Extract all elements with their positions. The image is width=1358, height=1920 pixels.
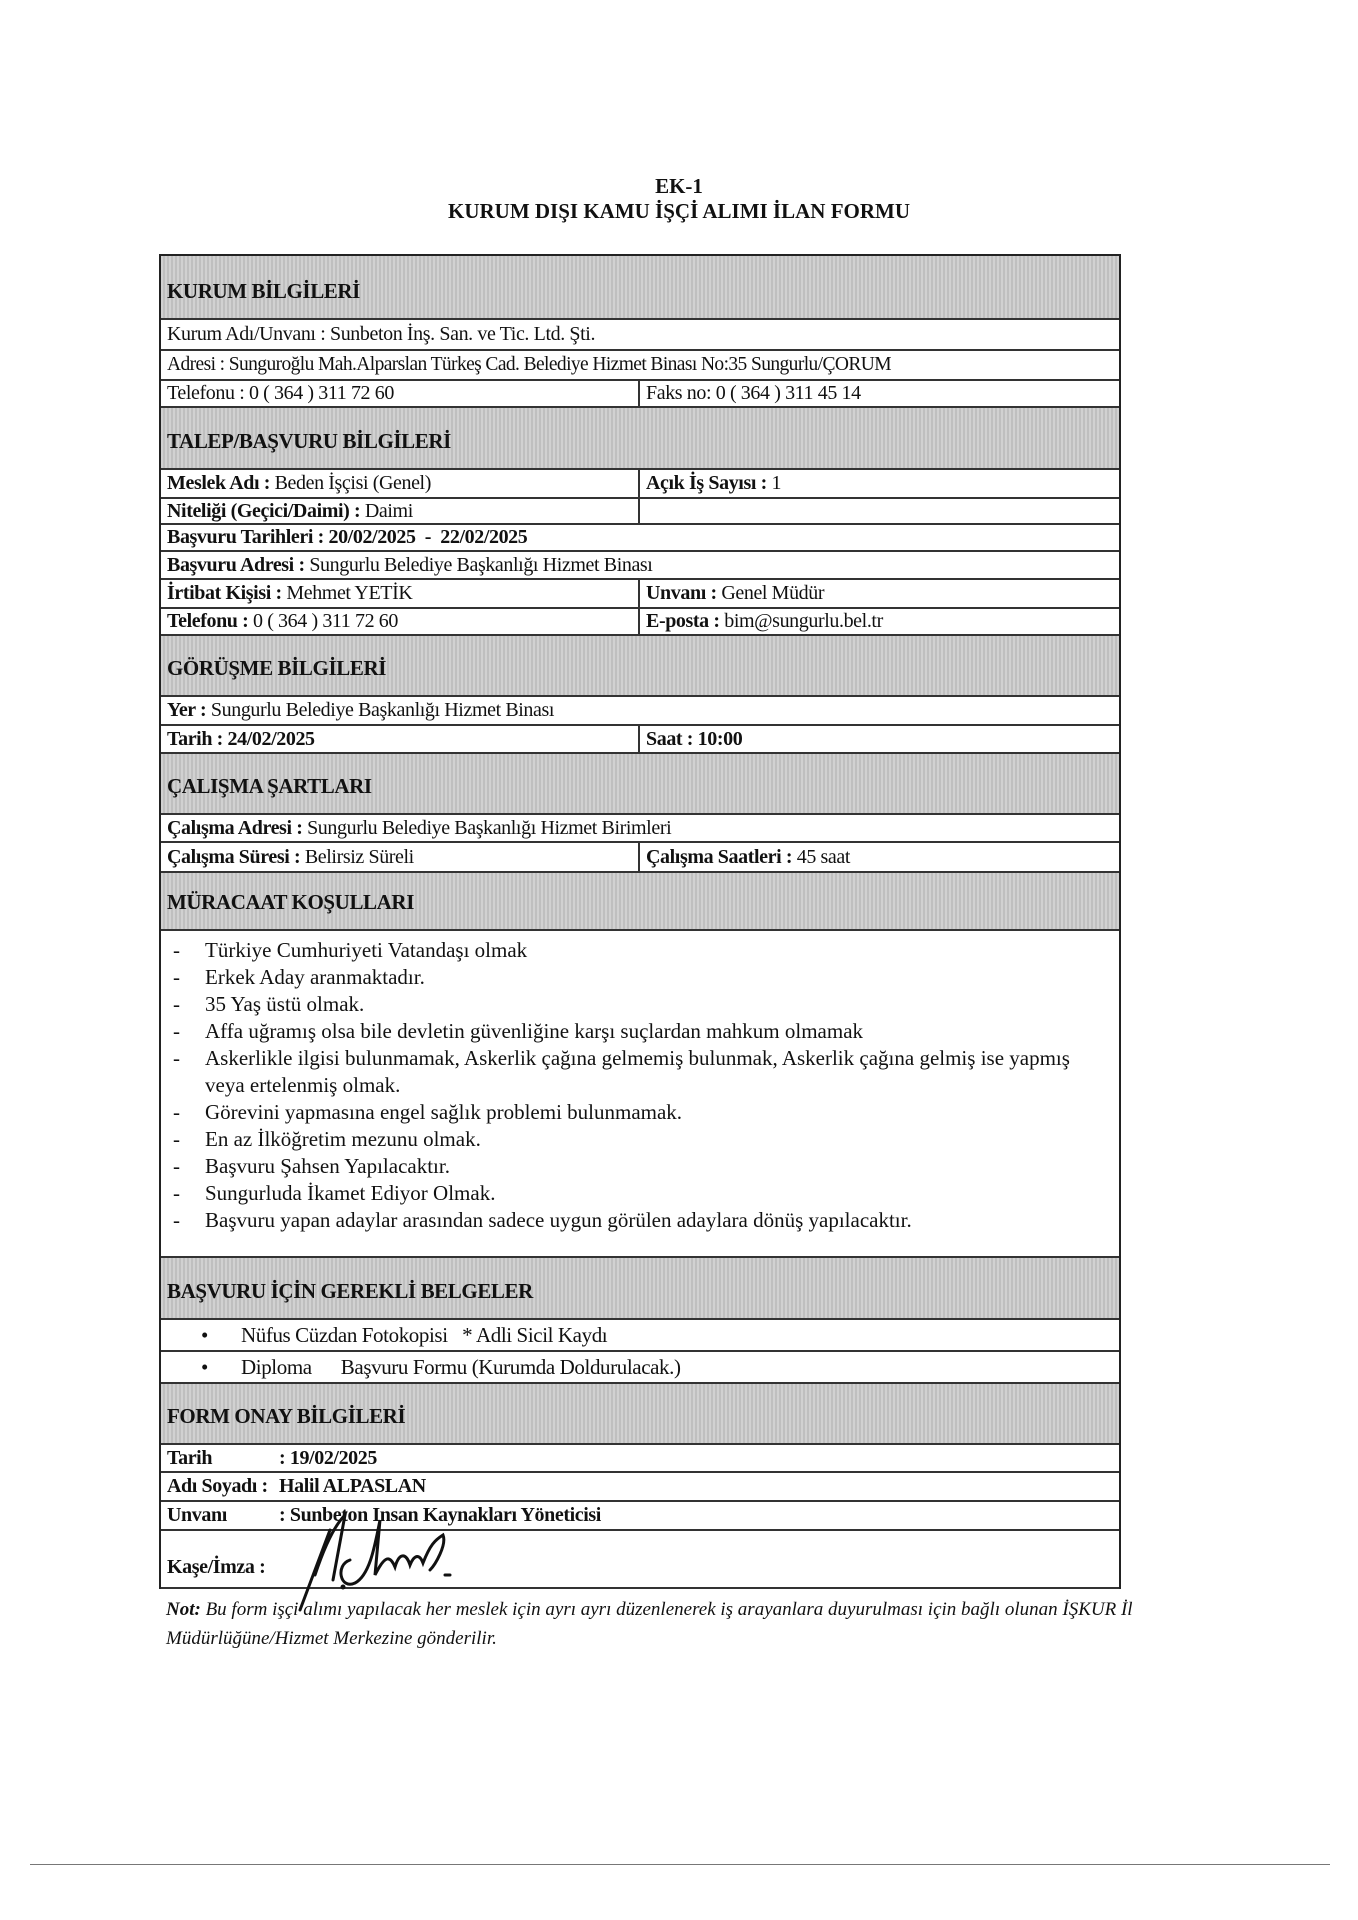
page-divider (30, 1864, 1330, 1865)
approval-date: Tarih : 19/02/2025 (167, 1446, 377, 1469)
list-item: - Sungurluda İkamet Ediyor Olmak. (173, 1181, 496, 1205)
list-item: - Erkek Aday aranmaktadır. (173, 965, 425, 989)
kurum-fax: Faks no: 0 ( 364 ) 311 45 14 (646, 382, 861, 404)
kurum-address: Adresi : Sunguroğlu Mah.Alparslan Türkeş Cad. Belediye Hizmet Binası No:35 Sungurlu/ÇORUM (167, 354, 892, 375)
application-dates: Başvuru Tarihleri : 20/02/2025 - 22/02/2025 (167, 526, 528, 548)
contact-person: İrtibat Kişisi : Mehmet YETİK (161, 580, 640, 607)
section-heading: MÜRACAAT KOŞULLARI (167, 890, 414, 914)
requirements-list (161, 931, 1119, 1258)
occupation: Meslek Adı : Beden İşçisi (Genel) (161, 470, 640, 497)
annex-label: EK-1 (655, 174, 703, 198)
document-item: • Diploma Başvuru Formu (Kurumda Doldurulacak.) (201, 1354, 681, 1379)
interview-place: Yer : Sungurlu Belediye Başkanlığı Hizmet Binası (167, 699, 555, 721)
section-gorusme (161, 636, 1119, 697)
footnote: Not: Bu form işçi alımı yapılacak her meslek için ayrı ayrı düzenlenerek iş arayanlara duyurulması için bağlı olunan İŞKUR İl Müdürlüğüne/Hizmet Merkezine gönderilir. (166, 1599, 1133, 1649)
section-heading: ÇALIŞMA ŞARTLARI (167, 774, 372, 798)
form-table (159, 254, 1121, 1589)
list-item: - Türkiye Cumhuriyeti Vatandaşı olmak (173, 938, 528, 962)
section-onay (161, 1384, 1119, 1445)
interview-date: Tarih : 24/02/2025 (161, 726, 640, 752)
list-item: - Başvuru Şahsen Yapılacaktır. (173, 1154, 450, 1178)
contact-email: E-posta : bim@sungurlu.bel.tr (646, 610, 883, 632)
list-item: - 35 Yaş üstü olmak. (173, 992, 365, 1016)
form-title: KURUM DIŞI KAMU İŞÇİ ALIMI İLAN FORMU (447, 199, 911, 223)
document-item: • Nüfus Cüzdan Fotokopisi * Adli Sicil Kaydı (201, 1322, 608, 1347)
work-hours: Çalışma Saatleri : 45 saat (646, 845, 851, 868)
list-item: - Görevini yapmasına engel sağlık problemi bulunmamak. (173, 1100, 683, 1124)
application-address: Başvuru Adresi : Sungurlu Belediye Başkanlığı Hizmet Binası (167, 553, 653, 576)
section-heading: TALEP/BAŞVURU BİLGİLERİ (167, 429, 451, 453)
contact-title: Unvanı : Genel Müdür (646, 582, 825, 604)
section-muracaat (161, 873, 1119, 931)
kurum-name: Kurum Adı/Unvanı : Sunbeton İnş. San. ve Tic. Ltd. Şti. (167, 323, 596, 345)
section-heading: GÖRÜŞME BİLGİLERİ (167, 656, 387, 680)
kurum-phone: Telefonu : 0 ( 364 ) 311 72 60 (161, 381, 640, 406)
interview-time: Saat : 10:00 (646, 727, 743, 750)
stamp-signature: Kaşe/İmza : (167, 1556, 266, 1578)
work-address: Çalışma Adresi : Sungurlu Belediye Başkanlığı Hizmet Birimleri (167, 816, 672, 839)
section-heading: FORM ONAY BİLGİLERİ (167, 1404, 406, 1428)
section-heading: KURUM BİLGİLERİ (167, 279, 360, 303)
section-talep (161, 408, 1119, 470)
openings: Açık İş Sayısı : 1 (646, 472, 782, 494)
approval-name: Adı Soyadı : Halil ALPASLAN (167, 1475, 426, 1497)
job-type: Niteliği (Geçici/Daimi) : Daimi (161, 499, 640, 523)
list-item: - Askerlikle ilgisi bulunmamak, Askerlik çağına gelmemiş bulunmak, Askerlik çağına gelmiş ise yapmış veya ertelenmiş olmak. (173, 1046, 1070, 1097)
list-item: - Affa uğramış olsa bile devletin güvenliğine karşı suçlardan mahkum olmamak (173, 1019, 864, 1043)
section-belgeler (161, 1258, 1119, 1320)
section-kurum (161, 256, 1119, 320)
contact-phone: Telefonu : 0 ( 364 ) 311 72 60 (161, 609, 640, 634)
list-item: - En az İlköğretim mezunu olmak. (173, 1127, 481, 1151)
list-item: - Başvuru yapan adaylar arasından sadece uygun görülen adaylara dönüş yapılacaktır. (173, 1208, 912, 1232)
section-calisma (161, 754, 1119, 815)
work-duration: Çalışma Süresi : Belirsiz Süreli (161, 843, 640, 871)
section-heading: BAŞVURU İÇİN GEREKLİ BELGELER (167, 1279, 533, 1303)
approval-title: Unvanı : Sunbeton Insan Kaynakları Yöneticisi (167, 1504, 601, 1526)
